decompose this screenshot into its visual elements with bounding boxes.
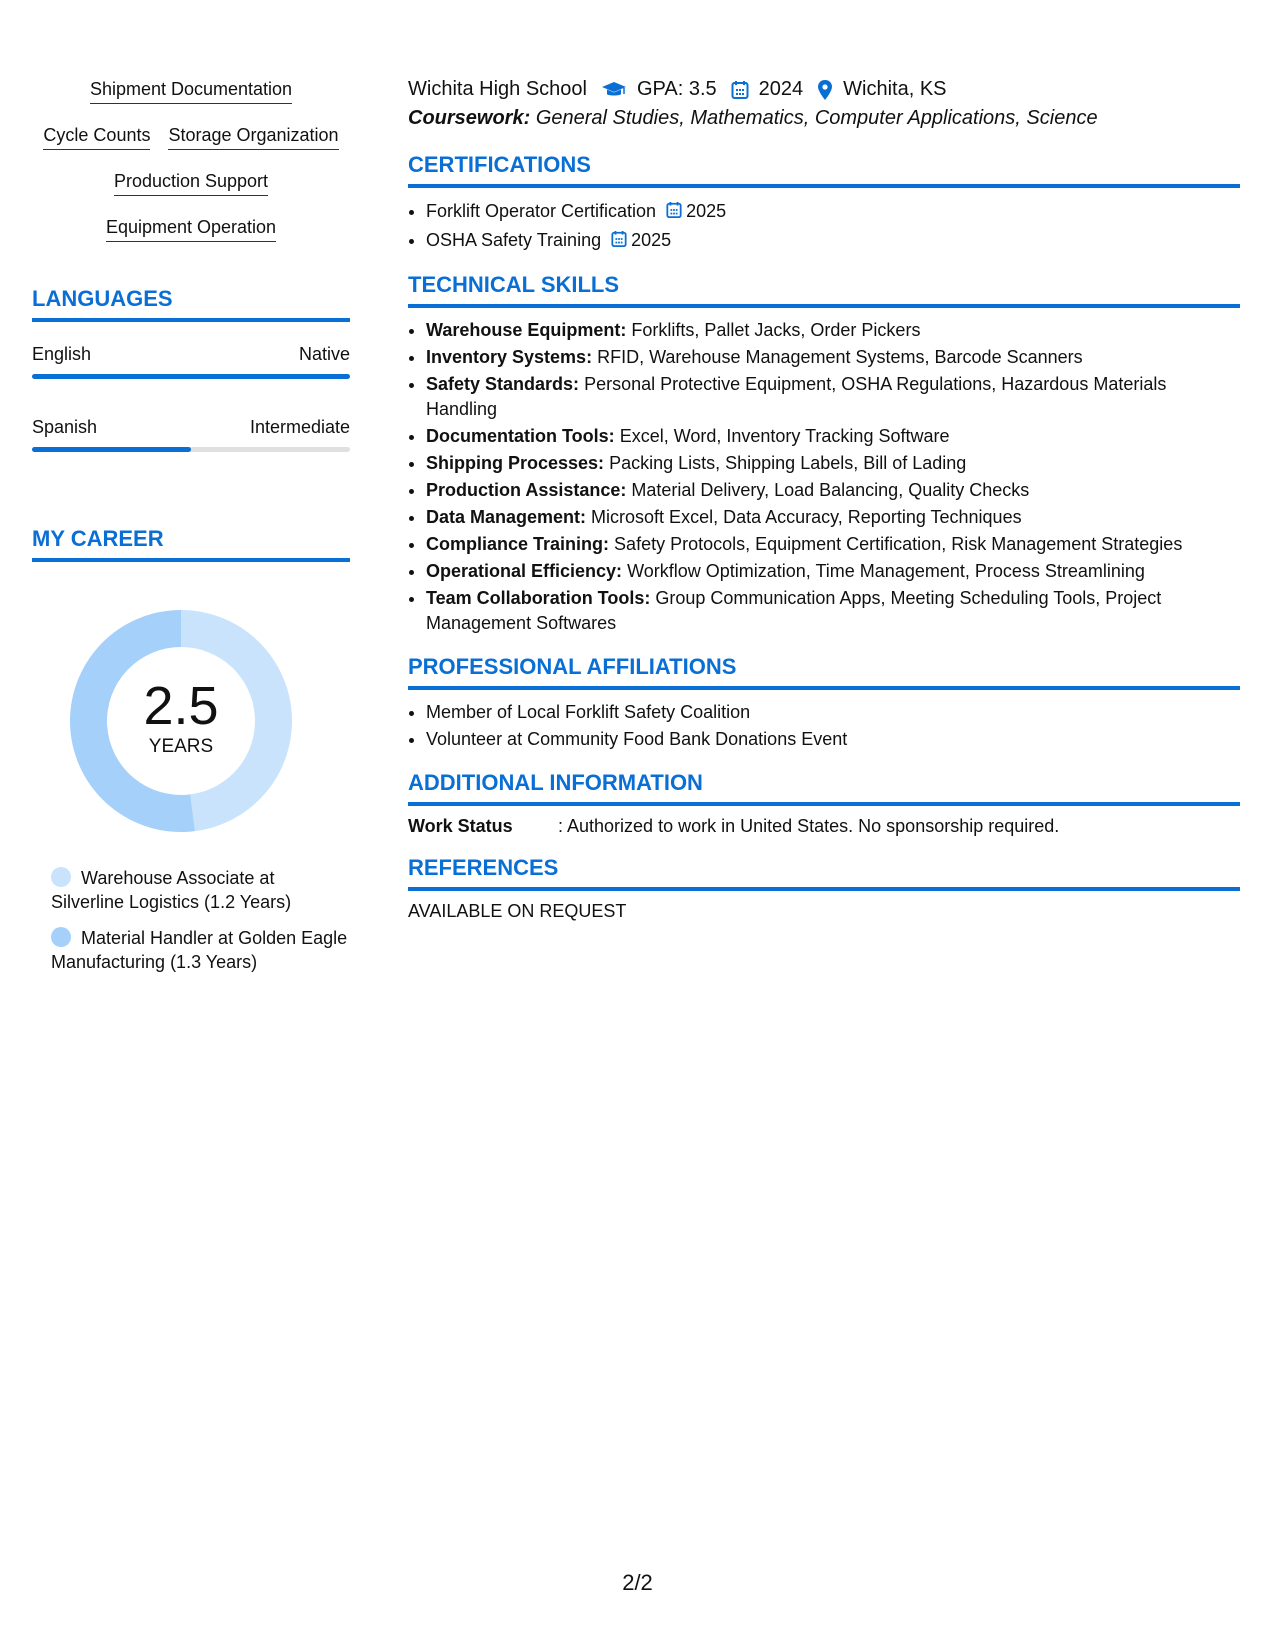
coursework-label: Coursework: — [408, 107, 531, 129]
certification-item — [426, 227, 1240, 254]
technical-skill-value: Forklifts, Pallet Jacks, Order Pickers — [631, 320, 921, 340]
certifications-list — [408, 198, 1240, 254]
language-item — [32, 344, 350, 379]
technical-skill-item — [426, 372, 1240, 422]
language-bar-fill — [32, 374, 350, 379]
technical-skill-label: Inventory Systems: — [426, 347, 593, 367]
legend-dot — [51, 927, 71, 947]
technical-skill-item — [426, 532, 1240, 557]
left-column — [32, 78, 350, 986]
language-row — [32, 417, 350, 438]
career-legend — [32, 866, 350, 974]
skill-tags — [32, 78, 350, 242]
certifications-title: CERTIFICATIONS — [408, 152, 1240, 188]
languages-list — [32, 344, 350, 452]
references-text: AVAILABLE ON REQUEST — [408, 901, 627, 921]
skill-tag-row — [32, 170, 350, 196]
certification-name: OSHA Safety Training — [426, 230, 602, 250]
technical-skill-item — [426, 318, 1240, 343]
career-legend-item — [51, 926, 350, 974]
technical-skill-value: Material Delivery, Load Balancing, Quality Checks — [631, 480, 1030, 500]
career-legend-item — [51, 866, 350, 914]
language-bar-fill — [32, 447, 191, 452]
page-number: 2/2 — [622, 1570, 653, 1595]
right-column — [408, 78, 1240, 940]
language-level: Native — [298, 344, 350, 364]
affiliations-title: PROFESSIONAL AFFILIATIONS — [408, 654, 1240, 690]
languages-section — [32, 286, 350, 452]
technical-skill-value: Personal Protective Equipment, OSHA Regulations, Hazardous Materials Handling — [426, 374, 1167, 419]
career-total: 2.5 — [143, 676, 219, 736]
affiliation-item: • Member of Local Forklift Safety Coalition — [426, 700, 1240, 725]
technical-skill-value: Safety Protocols, Equipment Certification, Risk Management Strategies — [614, 534, 1183, 554]
education-line — [408, 78, 1240, 101]
work-status — [408, 816, 1240, 837]
career-legend-label: Material Handler at Golden Eagle Manufacturing (1.3 Years) — [51, 928, 348, 972]
calendar-icon — [731, 80, 749, 100]
skill-tag: Cycle Counts — [43, 124, 150, 150]
technical-skill-label: Shipping Processes: — [426, 453, 605, 473]
career-unit: YEARS — [148, 736, 214, 757]
coursework — [408, 107, 1240, 130]
technical-skill-label: Documentation Tools: — [426, 426, 615, 446]
language-level: Intermediate — [249, 417, 350, 437]
legend-dot — [51, 867, 71, 887]
technical-skills-list — [408, 318, 1240, 636]
calendar-icon — [611, 230, 627, 248]
coursework-value: General Studies, Mathematics, Computer Applications, Science — [535, 107, 1098, 129]
certification-year: 2025 — [631, 230, 672, 250]
graduation-cap-icon — [601, 80, 627, 100]
skill-tag: Production Support — [114, 170, 268, 196]
location-pin-icon — [817, 79, 833, 101]
technical-skill-value: RFID, Warehouse Management Systems, Barcode Scanners — [597, 347, 1083, 367]
skill-tag: Shipment Documentation — [90, 78, 292, 104]
career-section — [32, 526, 350, 974]
technical-skill-label: Operational Efficiency: — [426, 561, 623, 581]
technical-skill-label: Safety Standards: — [426, 374, 580, 394]
work-status-label: Work Status — [408, 816, 513, 836]
language-item — [32, 417, 350, 452]
graduation-year: 2024 — [758, 78, 804, 100]
certification-year: 2025 — [686, 201, 727, 221]
calendar-icon — [666, 201, 682, 219]
technical-skill-item — [426, 586, 1240, 636]
skill-tag-row — [32, 78, 350, 104]
affiliation-item: • Volunteer at Community Food Bank Donations Event — [426, 727, 1240, 752]
technical-skill-item — [426, 478, 1240, 503]
certification-item — [426, 198, 1240, 225]
technical-skills-section — [408, 272, 1240, 636]
technical-skill-item — [426, 505, 1240, 530]
certifications-section — [408, 152, 1240, 254]
technical-skill-value: Packing Lists, Shipping Labels, Bill of Lading — [609, 453, 967, 473]
skill-tag: Equipment Operation — [106, 216, 276, 242]
language-bar — [32, 374, 350, 379]
languages-title: LANGUAGES — [32, 286, 350, 322]
technical-skill-item — [426, 451, 1240, 476]
technical-skill-value: Excel, Word, Inventory Tracking Software — [619, 426, 950, 446]
career-donut — [66, 606, 296, 836]
language-name: English — [32, 344, 92, 364]
references-section — [408, 855, 1240, 922]
work-status-value: : Authorized to work in United States. No sponsorship required. — [558, 816, 1060, 836]
language-row — [32, 344, 350, 365]
references-title: REFERENCES — [408, 855, 1240, 891]
technical-skill-value: Workflow Optimization, Time Management, Process Streamlining — [627, 561, 1145, 581]
technical-skill-label: Production Assistance: — [426, 480, 627, 500]
technical-skill-item — [426, 424, 1240, 449]
affiliations-section — [408, 654, 1240, 752]
technical-skill-item — [426, 345, 1240, 370]
technical-skill-label: Warehouse Equipment: — [426, 320, 627, 340]
skill-tag: Storage Organization — [168, 124, 338, 150]
technical-skills-title: TECHNICAL SKILLS — [408, 272, 1240, 308]
technical-skill-item — [426, 559, 1240, 584]
technical-skill-value: Group Communication Apps, Meeting Scheduling Tools, Project Management Softwares — [426, 588, 1162, 633]
donut-center — [66, 606, 296, 836]
additional-title: ADDITIONAL INFORMATION — [408, 770, 1240, 806]
technical-skill-label: Team Collaboration Tools: — [426, 588, 651, 608]
school-name: Wichita High School — [408, 78, 587, 100]
language-bar — [32, 447, 350, 452]
technical-skill-label: Data Management: — [426, 507, 587, 527]
skill-tag-row — [32, 124, 350, 150]
career-title: MY CAREER — [32, 526, 350, 562]
additional-section — [408, 770, 1240, 837]
certification-name: Forklift Operator Certification — [426, 201, 657, 221]
school-location: Wichita, KS — [843, 78, 947, 100]
technical-skill-label: Compliance Training: — [426, 534, 610, 554]
affiliations-list — [408, 700, 1240, 752]
language-name: Spanish — [32, 417, 98, 437]
career-legend-label: Warehouse Associate at Silverline Logistics (1.2 Years) — [51, 868, 292, 912]
skill-tag-row — [32, 216, 350, 242]
gpa: GPA: 3.5 — [636, 78, 717, 100]
technical-skill-value: Microsoft Excel, Data Accuracy, Reporting Techniques — [591, 507, 1022, 527]
